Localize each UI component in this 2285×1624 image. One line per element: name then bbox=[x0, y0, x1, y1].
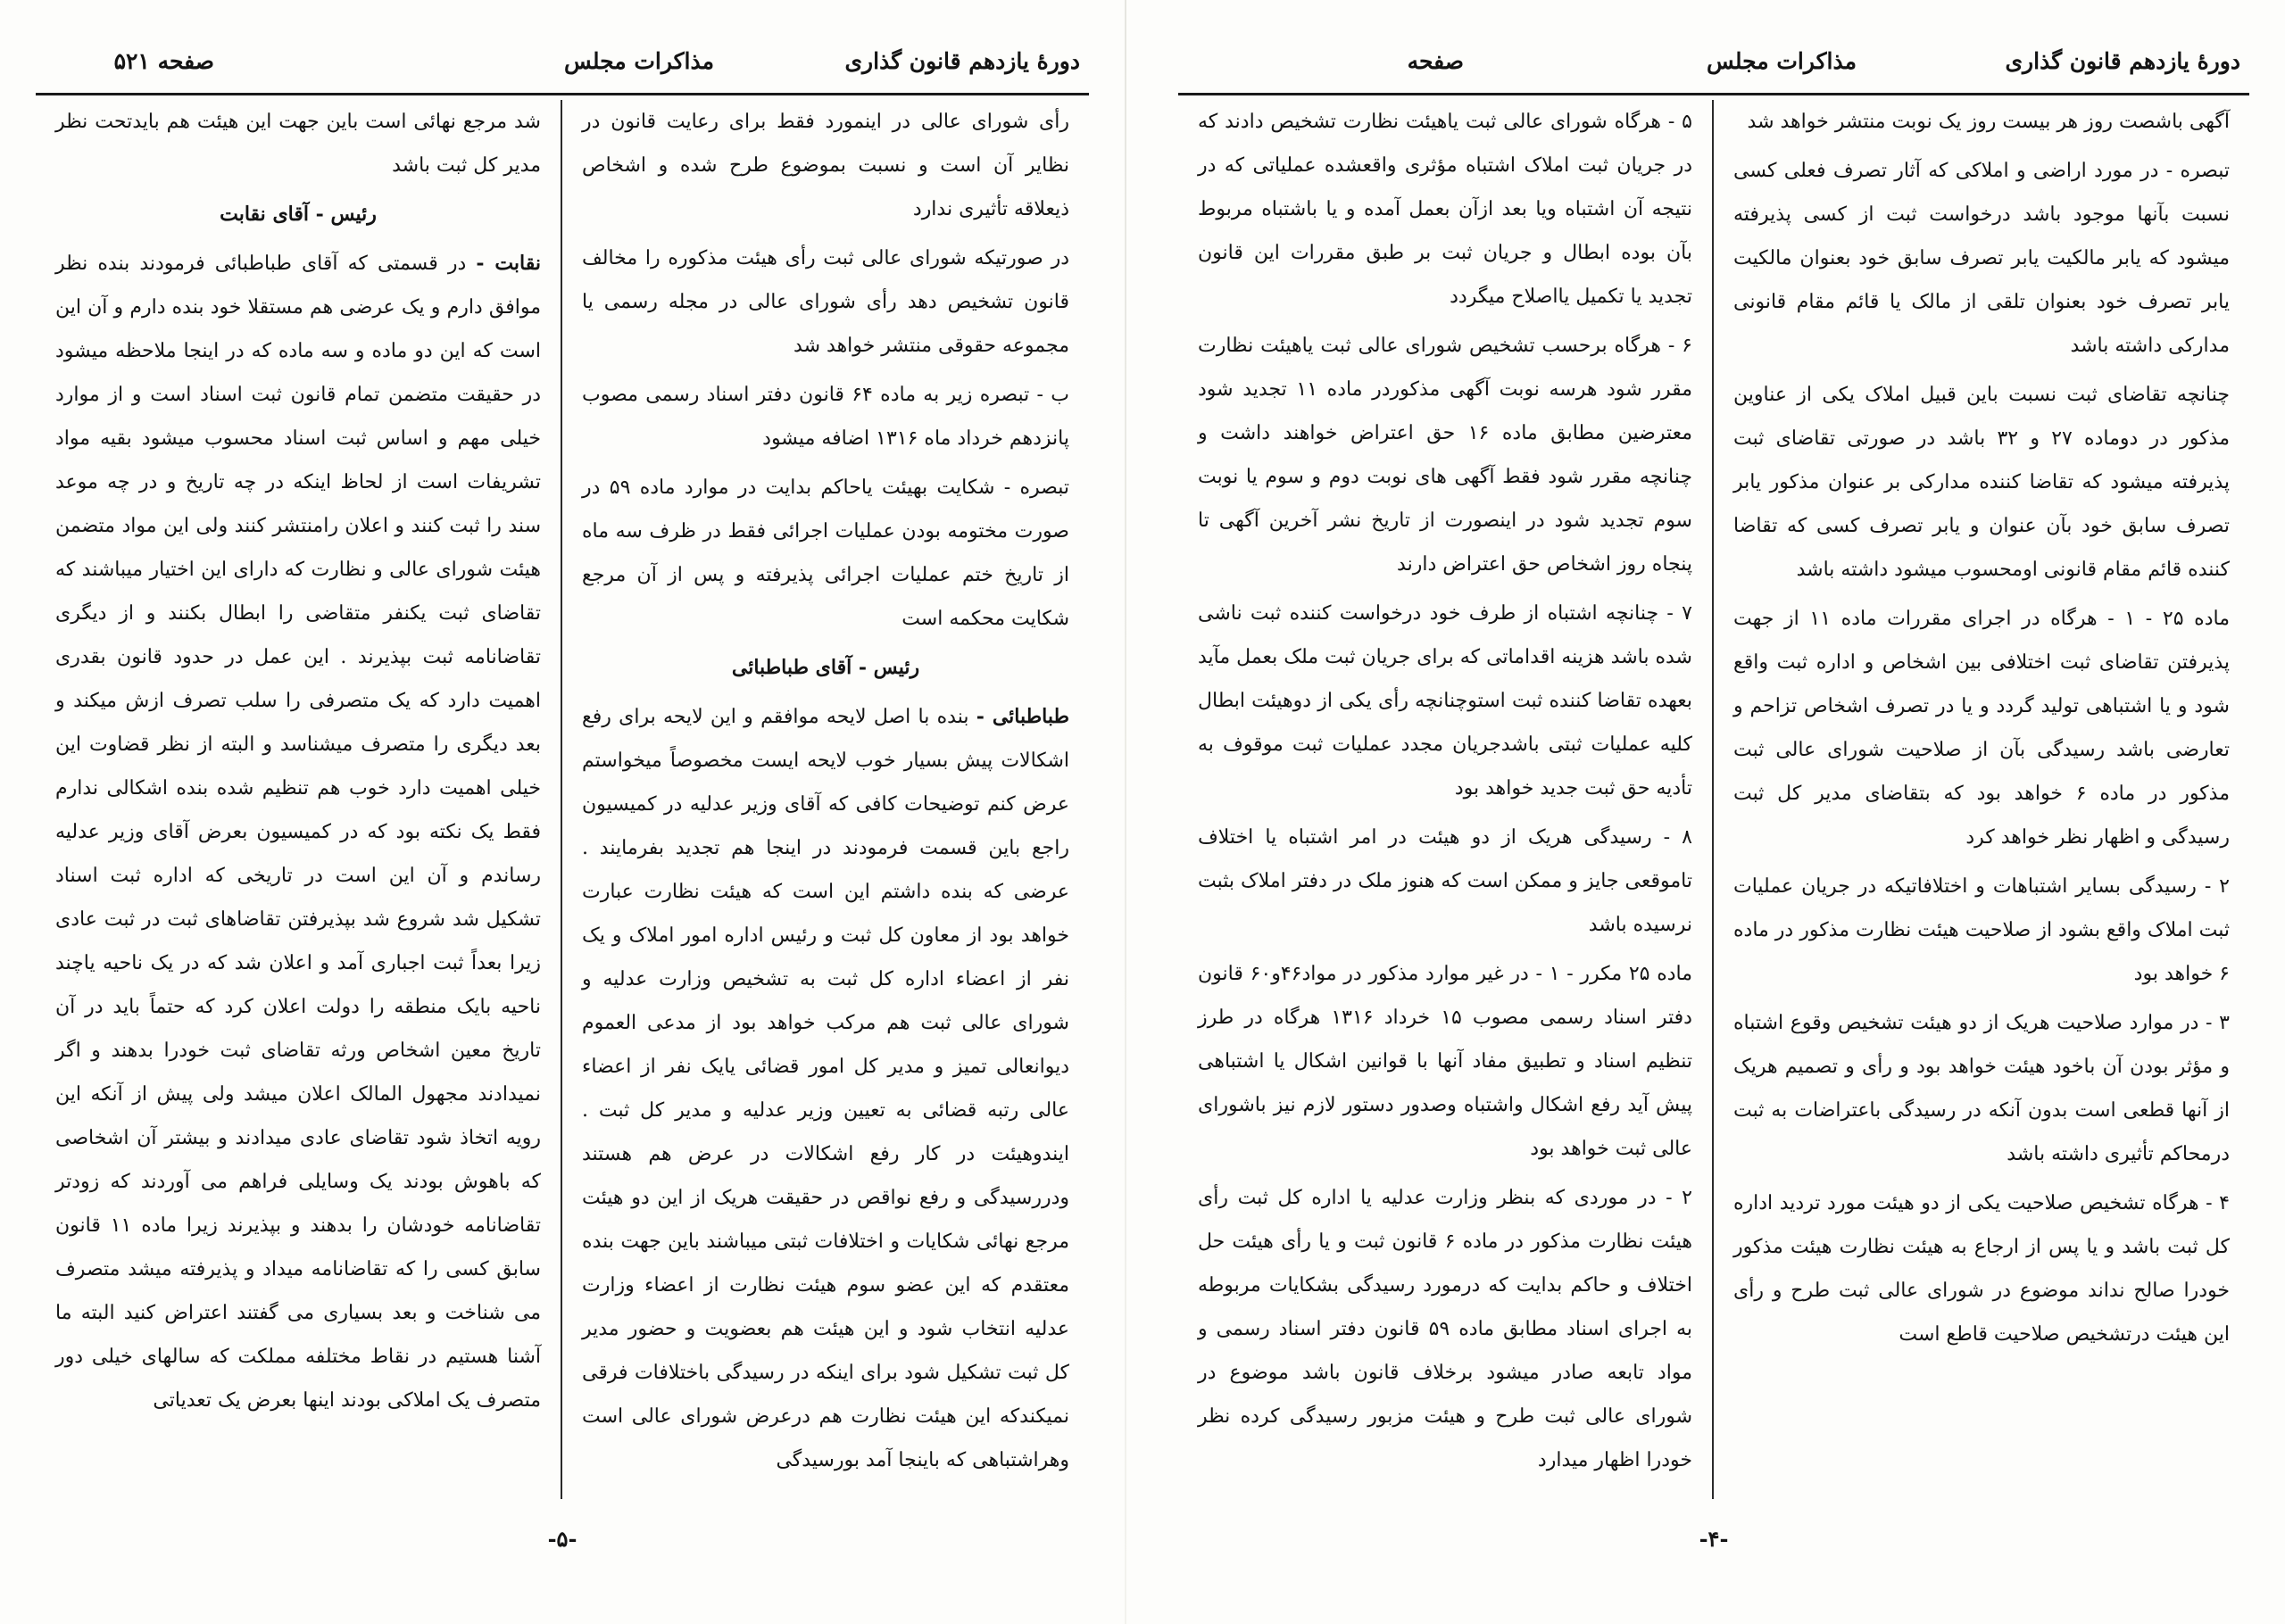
column-right bbox=[562, 100, 1089, 1499]
column-left bbox=[1178, 100, 1714, 1499]
paragraph: چنانچه تقاضای ثبت نسبت باین قبیل املاک یکی از عناوین مذکور در دوماده ۲۷ و ۳۲ باشد در صورتی تقاضای ثبت پذیرفته میشود که تقاضا کننده مدارکی بر عنوان مذکور یابر تصرف سابق خود بآن عنوان و یابر تصرف کسی که تقاضا کننده قائم مقام قانونی اومحسوب میشود داشته باشد bbox=[1733, 384, 2230, 581]
header-journal-title: مذاکرات مجلس bbox=[563, 48, 714, 74]
paragraph: رأی شورای عالی در اینمورد فقط برای رعایت قانون در نظایر آن است و نسبت بموضوع طرح شده و اشخاص ذیعلاقه تأثیری ندارد bbox=[582, 111, 1070, 220]
speaker-name: طباطبائی - bbox=[976, 705, 1069, 728]
paragraph: آگهی باشصت روز هر بیست روز یک نوبت منتشر خواهد شد bbox=[1747, 111, 2230, 133]
speaker-callout: رئیس - آقای طباطبائی bbox=[731, 656, 920, 679]
paragraph: شد مرجع نهائی است باین جهت این هیئت هم بایدتحت نظر مدیر کل ثبت باشد bbox=[55, 111, 541, 177]
paragraph: ماده ۲۵ مکرر - ۱ - در غیر موارد مذکور در مواد۴۶و۶۰ قانون دفتر اسناد رسمی مصوب ۱۵ خرداد ۱۳۱۶ هرگاه در طرز تنظیم اسناد و تطبیق مفاد آنها با قوانین اشکال یا اشتباهی پیش آید رفع اشکال واشتباه وصدور دستور لازم نیز باشورای عالی ثبت خواهد بود bbox=[1198, 963, 1693, 1160]
paragraph: ۸ - رسیدگی هریک از دو هیئت در امر اشتباه یا اختلاف تاموقعی جایز و ممکن است که هنوز ملک در دفتر املاک بثبت نرسیده باشد bbox=[1198, 826, 1692, 936]
speaker-callout: رئیس - آقای نقابت bbox=[220, 203, 377, 226]
header-session-title: دورهٔ یازدهم قانون گذاری bbox=[844, 48, 1080, 74]
header-rule bbox=[1178, 93, 2249, 95]
paragraph: نقابت - در قسمتی که آقای طباطبائی فرمودند بنده نظر موافق دارم و یک عرضی هم مستقلا خود بنده دارم و آن این است که این دو ماده و سه ماده که در اینجا ملاحظه میشود در حقیقت متضمن تمام قانون ثبت اسناد است و از موارد خیلی مهم و اساس ثبت اسناد محسوب میشود بقیه مواد تشریفات است از لحاظ اینکه در چه تاریخ و در چه موعد سند را ثبت کنند و اعلان رامنتشر کنند ولی این مواد متضمن هیئت شورای عالی و نظارت که دارای این اختیار میباشند که تقاضای ثبت یکنفر متقاضی را ابطال بکنند و از دیگری تقاضانامه ثبت بپذیرند . این عمل در حدود قانون بقدری اهمیت دارد که یک متصرفی را سلب تصرف ازش میکند و بعد دیگری را متصرف میشناسد و البته از نظر قضاوت این خیلی اهمیت دارد خوب هم تنظیم شده بنده اشکالی ندارم فقط یک نکته بود که در کمیسیون بعرض آقای وزیر عدلیه رساندم و آن این است در تاریخی که اداره ثبت اسناد تشکیل شد شروع شد بپذیرفتن تقاضاهای ثبت در ثبت عادی زیرا بعداً ثبت اجباری آمد و اعلان شد که در یک ناحیه یاچند ناحیه بایک منطقه را دولت اعلان کرد که حتماً باید در آن تاریخ معین اشخاص ورثه تقاضای ثبت خودرا بدهند و اگر نمیدادند مجهول المالک اعلان میشد ولی پیش از آنکه این رویه اتخاذ شود تقاضای عادی میدادند و بیشتر آن اشخاصی که باهوش بودند یک وسایلی فراهم می آوردند که زودتر تقاضانامه خودشان را بدهند و بپذیرند زیرا ماده ۱۱ قانون سابق کسی را که تقاضانامه میداد و پذیرفته میشد متصرف می شناخت و بعد بسیاری می گفتند اعتراض کنید البته ما آشنا هستیم در نقاط مختلفه مملکت که سالهای خیلی دور متصرف یک املاکی بودند اینها بعرض یک تعدیاتی bbox=[55, 252, 541, 1412]
header-rule bbox=[36, 93, 1089, 95]
paragraph: ۲ - در موردی که بنظر وزارت عدلیه یا اداره کل ثبت رأی هیئت نظارت مذکور در ماده ۶ قانون ثبت و یا رأی هیئت حل اختلاف و حاکم بدایت که درمورد رسیدگی بشکایات مربوطه به اجرای اسناد مطابق ماده ۵۹ قانون دفتر اسناد رسمی و مواد تابعه صادر میشود برخلاف قانون باشد موضوع در شورای عالی ثبت طرح و هیئت مزبور رسیدگی کرده نظر خودرا اظهار میدارد bbox=[1198, 1187, 1692, 1471]
paragraph: ب - تبصره زیر به ماده ۶۴ قانون دفتر اسناد رسمی مصوب پانزدهم خرداد ماه ۱۳۱۶ اضافه میشود bbox=[582, 384, 1069, 450]
paragraph: ۷ - چنانچه اشتباه از طرف خود درخواست کننده ثبت ناشی شده باشد هزینه اقداماتی که برای جریان ثبت ملک بعمل مآید بعهده تقاضا کننده ثبت استوچنانچه رأی یکی از دوهیئت ابطال کلیه عملیات ثبتی باشدجریان مجدد عملیات ثبت موقوف به تأدیه حق ثبت جدید خواهد بود bbox=[1198, 602, 1692, 800]
column-right bbox=[1714, 100, 2249, 1499]
paragraph: طباطبائی - بنده با اصل لایحه موافقم و این لایحه برای رفع اشکالات پیش بسیار خوب لایحه ایست مخصوصاً میخواستم عرض کنم توضیحات کافی که آقای وزیر عدلیه در کمیسیون راجع باین قسمت فرمودند در اینجا هم تجدید بفرمایند . عرضی که بنده داشتم این است که هیئت نظارت عبارت خواهد بود از معاون کل ثبت و رئیس اداره امور املاک و یک نفر از اعضاء اداره کل ثبت به تشخیص وزارت عدلیه و شورای عالی ثبت هم مرکب خواهد بود از مدعی العموم دیوانعالی تمیز و مدیر کل امور قضائی یایک نفر از اعضاء عالی رتبه قضائی به تعیین وزیر عدلیه و مدیر کل ثبت . ایندوهیئت در کار رفع اشکالات در عرض هم هستند ودررسیدگی و رفع نواقص در حقیقت هریک از این دو هیئت مرجع نهائی شکایات و اختلافات ثبتی میباشند باین جهت بنده معتقدم که این عضو سوم هیئت نظارت از اعضاء وزارت عدلیه انتخاب شود و این هیئت هم بعضویت و حضور مدیر کل ثبت تشکیل شود برای اینکه در رسیدگی باختلافات فرقی نمیکندکه این هیئت نظارت هم درعرض شورای عالی است وهراشتباهی که باینجا آمد بورسیدگی bbox=[582, 705, 1070, 1471]
text-columns bbox=[1178, 100, 2249, 1499]
paragraph: ۵ - هرگاه شورای عالی ثبت یاهیئت نظارت تشخیص دادند که در جریان ثبت املاک اشتباه مؤثری واقعشده عملیاتی که در نتیجه آن اشتباه ویا بعد ازآن بعمل آمده و یا باشتباه مربوط بآن بوده ابطال و جریان ثبت بر طبق مقررات این قانون تجدید یا تکمیل یااصلاح میگردد bbox=[1198, 111, 1692, 308]
column-left bbox=[36, 100, 562, 1499]
page-header bbox=[36, 41, 1089, 87]
paragraph: ۳ - در موارد صلاحیت هریک از دو هیئت تشخیص وقوع اشتباه و مؤثر بودن آن باخود هیئت خواهد بود و رأی و تصمیم هریک از آنها قطعی است بدون آنکه در رسیدگی باعتراضات به ثبت درمحاکم تأثیری داشته باشد bbox=[1733, 1012, 2230, 1165]
page-header bbox=[1178, 41, 2249, 87]
page-5 bbox=[36, 0, 1089, 1624]
page-gutter bbox=[1125, 0, 1126, 1624]
paragraph: ۶ - هرگاه برحسب تشخیص شورای عالی ثبت یاهیئت نظارت مقرر شود هرسه نوبت آگهی مذکوردر ماده ۱۱ تجدید شود معترضین مطابق ماده ۱۶ حق اعتراض خواهند داشت و چنانچه مقرر شود فقط آگهی های نوبت دوم و سوم یا نوبت سوم تجدید شود در اینصورت از تاریخ نشر آخرین آگهی تا پنجاه روز اشخاص حق اعتراض دارند bbox=[1198, 335, 1693, 576]
paragraph: ماده ۲۵ - ۱ - هرگاه در اجرای مقررات ماده ۱۱ از جهت پذیرفتن تقاضای ثبت اختلافی بین اشخاص و اداره ثبت واقع شود و یا اشتباهی تولید گردد و یا در تصرف اشخاص تزاحم و تعارضی باشد رسیدگی بآن از صلاحیت شورای عالی ثبت مذکور در ماده ۶ خواهد بود که بتقاضای مدیر کل ثبت رسیدگی و اظهار نظر خواهد کرد bbox=[1733, 608, 2230, 849]
page-number: -۴- bbox=[1699, 1526, 1729, 1552]
text-columns bbox=[36, 100, 1089, 1499]
header-session-title: دورهٔ یازدهم قانون گذاری bbox=[2005, 48, 2240, 74]
header-page-label: صفحه bbox=[1407, 48, 1464, 74]
header-journal-title: مذاکرات مجلس bbox=[1706, 48, 1857, 74]
paragraph: تبصره - در مورد اراضی و املاکی که آثار تصرف فعلی کسی نسبت بآنها موجود باشد درخواست ثبت از کسی پذیرفته میشود که یابر مالکیت یابر تصرف سابق خود بعنوان مالکیت یابر تصرف خود بعنوان تلقی از مالک یا قائم مقام قانونی مدارکی داشته باشد bbox=[1733, 160, 2231, 357]
paragraph: ۲ - رسیدگی بسایر اشتباهات و اختلافاتیکه در جریان عملیات ثبت املاک واقع بشود از صلاحیت هیئت نظارت مذکور در ماده ۶ خواهد بود bbox=[1733, 875, 2230, 985]
header-page-label: صفحه ۵۲۱ bbox=[113, 48, 214, 74]
page-number: -۵- bbox=[547, 1526, 577, 1552]
page-4 bbox=[1178, 0, 2249, 1624]
paragraph: تبصره - شکایت بهیئت یاحاکم بدایت در موارد ماده ۵۹ در صورت مختومه بودن عملیات اجرائی فقط در ظرف سه ماه از تاریخ ختم عملیات اجرائی پذیرفته و پس از آن مرجع شکایت محکمه است bbox=[582, 476, 1070, 630]
speaker-name: نقابت - bbox=[476, 252, 541, 275]
paragraph: در صورتیکه شورای عالی ثبت رأی هیئت مذکوره را مخالف قانون تشخیص دهد رأی شورای عالی در مجله رسمی یا مجموعه حقوقی منتشر خواهد شد bbox=[582, 247, 1069, 357]
paragraph: ۴ - هرگاه تشخیص صلاحیت یکی از دو هیئت مورد تردید اداره کل ثبت باشد و یا پس از ارجاع به هیئت نظارت هیئت مذکور خودرا صالح نداند موضوع در شورای عالی ثبت طرح و رأی این هیئت درتشخیص صلاحیت قاطع است bbox=[1733, 1192, 2230, 1346]
